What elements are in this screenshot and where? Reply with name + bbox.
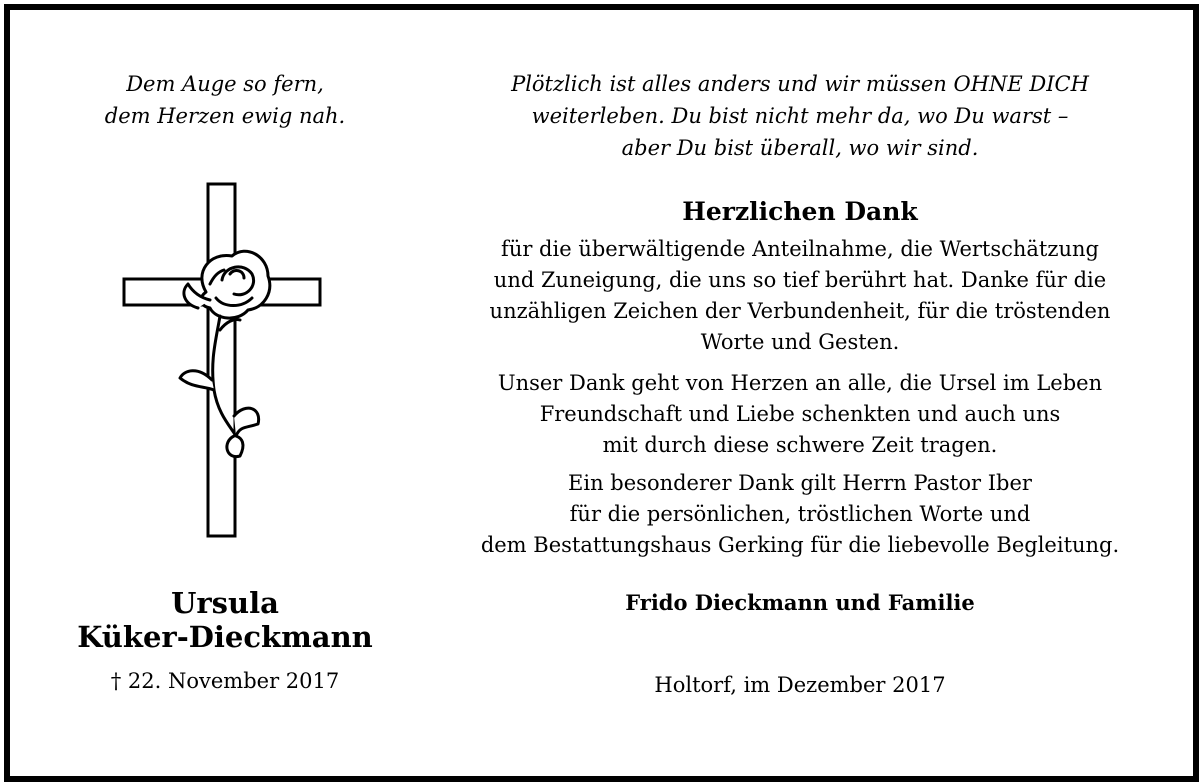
para1-line-2: und Zuneigung, die uns so tief berührt hat. Danke für die <box>493 268 1107 292</box>
para3-line-1: Ein besonderer Dank gilt Herrn Pastor Iber <box>568 471 1032 495</box>
intro-quote <box>420 68 1180 164</box>
left-quote-line-2: dem Herzen ewig nah. <box>104 104 346 128</box>
para1-line-4: Worte und Gesten. <box>700 330 900 354</box>
para2-line-1: Unser Dank geht von Herzen an alle, die Ursel im Leben <box>497 371 1103 395</box>
deceased-first-name: Ursula <box>171 586 279 620</box>
thanks-paragraph-2 <box>420 368 1180 461</box>
death-date: † 22. November 2017 <box>110 669 340 693</box>
para1-line-1: für die überwältigende Anteilnahme, die Wertschätzung <box>501 237 1099 261</box>
thanks-paragraph-3 <box>420 468 1180 561</box>
signature: Frido Dieckmann und Familie <box>625 590 975 615</box>
intro-line-2: weiterleben. Du bist nicht mehr da, wo Du warst – <box>531 104 1069 128</box>
thanks-heading: Herzlichen Dank <box>682 197 918 226</box>
intro-line-1: Plötzlich ist alles anders und wir müssen OHNE DICH <box>511 72 1089 96</box>
place-date: Holtorf, im Dezember 2017 <box>654 673 946 697</box>
thanks-paragraph-1 <box>420 234 1180 358</box>
para3-line-3: dem Bestattungshaus Gerking für die liebevolle Begleitung. <box>480 533 1120 557</box>
para3-line-2: für die persönlichen, tröstlichen Worte und <box>569 502 1031 526</box>
para2-line-3: mit durch diese schwere Zeit tragen. <box>602 433 998 457</box>
para1-line-3: unzähligen Zeichen der Verbundenheit, für die tröstenden <box>489 299 1111 323</box>
cross-with-rose-icon <box>118 180 328 540</box>
para2-line-2: Freundschaft und Liebe schenkten und auch uns <box>539 402 1061 426</box>
deceased-last-name: Küker-Dieckmann <box>77 620 373 654</box>
intro-line-3: aber Du bist überall, wo wir sind. <box>621 136 979 160</box>
left-quote <box>40 68 410 132</box>
left-quote-line-1: Dem Auge so fern, <box>126 72 324 96</box>
